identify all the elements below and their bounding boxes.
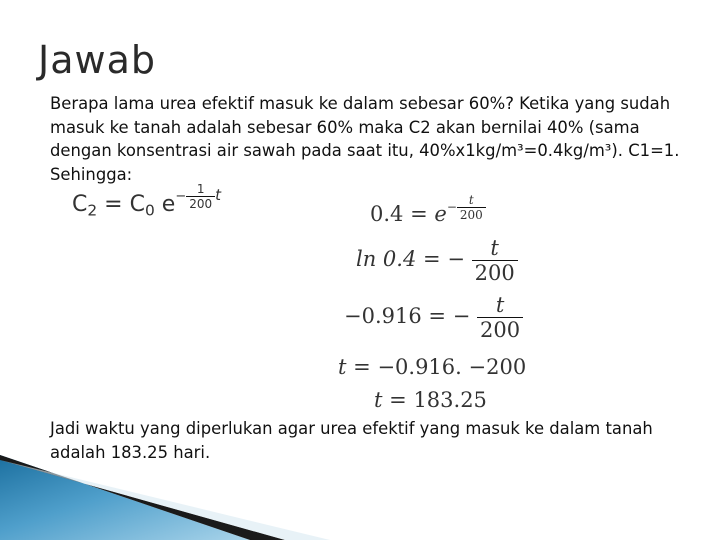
step-2-lhs: ln 0.4 bbox=[356, 247, 417, 271]
formula-exp-den: 200 bbox=[186, 196, 215, 211]
step-1-exp-den: 200 bbox=[457, 207, 486, 222]
formula-exp-num: 1 bbox=[196, 182, 205, 196]
step-2 bbox=[356, 236, 518, 285]
formula-c-sub: 2 bbox=[87, 201, 98, 220]
step-3-lhs: −0.916 bbox=[344, 304, 422, 328]
formula-c0-sub: 0 bbox=[144, 201, 155, 220]
slide-title: Jawab bbox=[38, 38, 156, 82]
step-2-den: 200 bbox=[472, 260, 518, 285]
formula-exp-minus: − bbox=[175, 189, 187, 204]
step-5-eq: = bbox=[389, 388, 407, 412]
step-5 bbox=[374, 388, 487, 412]
step-4-rhs: −0.916. −200 bbox=[377, 355, 527, 379]
general-formula bbox=[72, 182, 222, 222]
step-3-den: 200 bbox=[477, 317, 523, 342]
step-1-eq: = bbox=[410, 202, 428, 226]
step-2-num: t bbox=[490, 236, 499, 260]
step-1 bbox=[370, 193, 486, 232]
step-1-exp-minus: − bbox=[446, 200, 457, 214]
step-4 bbox=[338, 355, 526, 379]
step-4-lhs: t bbox=[338, 355, 347, 379]
formula-c0: C bbox=[129, 192, 145, 217]
step-5-rhs: 183.25 bbox=[413, 388, 487, 412]
formula-equals: = bbox=[104, 192, 123, 217]
step-3 bbox=[344, 293, 523, 342]
formula-e: e bbox=[161, 192, 176, 217]
step-1-e: e bbox=[434, 202, 447, 226]
step-3-minus: − bbox=[452, 304, 471, 328]
step-5-lhs: t bbox=[374, 388, 383, 412]
step-3-num: t bbox=[495, 293, 505, 317]
step-1-exp-num: t bbox=[468, 193, 474, 207]
step-2-eq: = bbox=[423, 247, 441, 271]
question-paragraph: Berapa lama urea efektif masuk ke dalam sebesar 60%? Ketika yang sudah masuk ke tanah adalah sebesar 60% maka C2 akan bernilai 40% (sama dengan konsentrasi air sawah pada saat itu, 40%x1kg/m³=0.4kg/m³). C1=1. Sehingga: bbox=[50, 94, 680, 184]
step-4-eq: = bbox=[353, 355, 371, 379]
decorative-wedge bbox=[0, 440, 720, 540]
step-1-lhs: 0.4 bbox=[370, 202, 404, 226]
step-3-eq: = bbox=[428, 304, 447, 328]
answer-paragraph: Jadi waktu yang diperlukan agar urea efektif yang masuk ke dalam tanah adalah 183.25 hari. bbox=[50, 419, 653, 462]
formula-exp-var: t bbox=[215, 186, 222, 204]
formula-c: C bbox=[72, 192, 88, 217]
step-2-minus: − bbox=[447, 247, 465, 271]
